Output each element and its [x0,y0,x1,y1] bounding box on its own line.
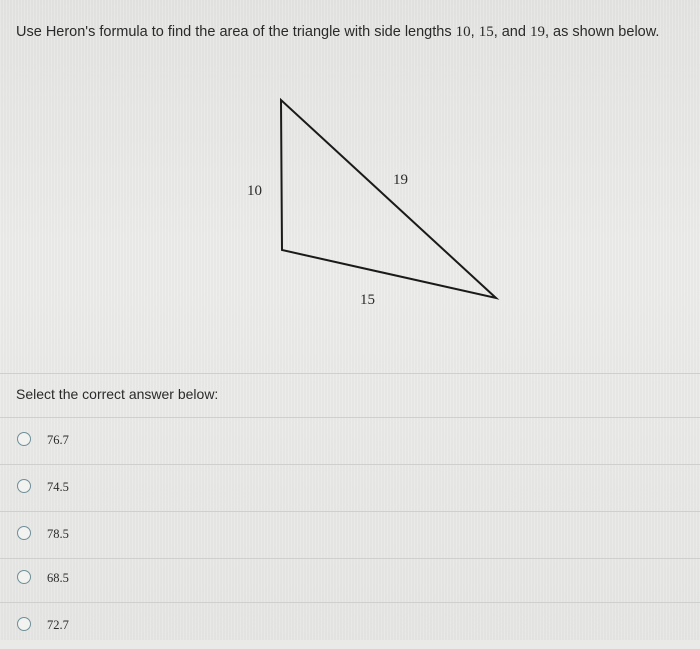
radio-button[interactable] [17,570,31,584]
radio-button[interactable] [17,617,31,631]
answer-option-label: 68.5 [47,571,69,585]
side-length-a: 10 [455,24,471,40]
side-label-hypotenuse: 19 [393,172,408,188]
answer-option[interactable] [0,465,700,511]
radio-button[interactable] [17,432,31,446]
answer-option-label: 78.5 [47,527,69,541]
question-separator-1: , [470,24,479,40]
answer-option[interactable] [0,603,700,649]
side-length-b: 15 [478,24,494,40]
question-text-before: Use Heron's formula to find the area of the triangle with side lengths [16,24,456,40]
answer-option-label: 74.5 [47,480,69,494]
select-answer-prompt: Select the correct answer below: [16,386,219,402]
answer-option-label: 72.7 [47,618,69,632]
side-label-left: 10 [247,183,262,199]
question-text-after: , as shown below. [544,24,660,40]
question-separator-2: , and [493,24,530,40]
answer-option-label: 76.7 [47,433,69,447]
divider [0,373,700,374]
answer-option[interactable] [0,512,700,558]
radio-button[interactable] [17,526,31,540]
side-length-c: 19 [529,24,545,40]
answer-option[interactable] [0,418,700,464]
side-label-bottom: 15 [360,292,375,308]
radio-button[interactable] [17,479,31,493]
answer-option[interactable] [0,556,700,602]
triangle-shape [281,100,496,298]
